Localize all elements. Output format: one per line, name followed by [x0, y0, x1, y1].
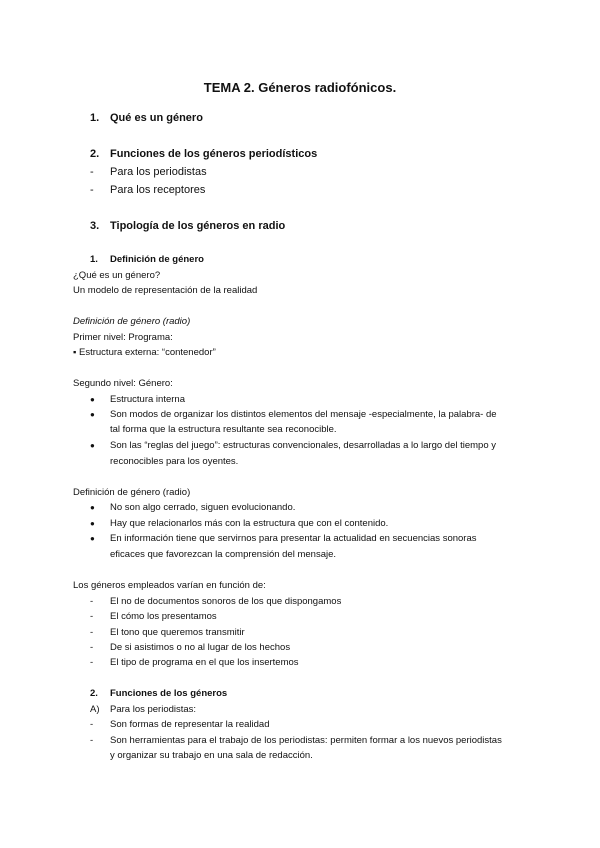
bullet-icon: ● — [90, 410, 95, 419]
dash-marker: - — [90, 627, 94, 638]
bullet-icon: ● — [90, 441, 95, 450]
dash-item — [90, 657, 299, 668]
outline-item-2 — [90, 148, 317, 160]
dash-item-text: De si asistimos o no al lugar de los hechos — [110, 642, 291, 653]
bullet-item — [90, 518, 388, 529]
subheading-italic: Definición de género (radio) — [73, 316, 191, 327]
bullet-icon: ● — [90, 519, 95, 528]
dash-marker: - — [90, 596, 94, 607]
answer-line: Un modelo de representación de la realidad — [73, 285, 258, 296]
bullet-icon: ● — [90, 534, 95, 543]
dash-marker: - — [90, 657, 94, 668]
bullet-item — [90, 533, 477, 544]
outline-item-1 — [90, 112, 203, 124]
outline-number: 1. — [90, 112, 100, 124]
bullet-icon: ● — [90, 503, 95, 512]
dash-item — [90, 735, 502, 746]
bullet-text: Estructura interna — [110, 394, 185, 405]
bullet-text: En información tiene que servirnos para presentar la actualidad en secuencias sonoras — [110, 533, 477, 544]
dash-item-text: El no de documentos sonoros de los que dispongamos — [110, 596, 342, 607]
text-line: ▪ Estructura externa: “contenedor” — [73, 347, 216, 358]
bullet-text: Son modos de organizar los distintos elementos del mensaje -especialmente, la palabra- de — [110, 409, 497, 420]
bullet-continuation: reconocibles para los oyentes. — [110, 456, 239, 467]
bullet-text: Hay que relacionarlos más con la estructura que con el contenido. — [110, 518, 389, 529]
bullet-text: No son algo cerrado, siguen evolucionando. — [110, 502, 296, 513]
section-number: 2. — [90, 688, 98, 699]
dash-item — [90, 596, 341, 607]
letter-marker: A) — [90, 704, 100, 715]
bullet-item — [90, 394, 185, 405]
section-number: 1. — [90, 254, 98, 265]
text-line: Primer nivel: Programa: — [73, 332, 173, 343]
page-title: TEMA 2. Géneros radiofónicos. — [203, 80, 397, 95]
dash-item-text: El tono que queremos transmitir — [110, 627, 245, 638]
outline-text: Funciones de los géneros periodísticos — [110, 148, 318, 160]
bullet-icon: ● — [90, 395, 95, 404]
dash-item-text: El cómo los presentamos — [110, 611, 217, 622]
dash-continuation: y organizar su trabajo en una sala de redacción. — [110, 750, 313, 761]
dash-marker: - — [90, 642, 94, 653]
outline-item-3 — [90, 220, 285, 232]
outline-number: 3. — [90, 220, 100, 232]
bullet-continuation: tal forma que la estructura resultante sea reconocible. — [110, 424, 337, 435]
lettered-item-text: Para los periodistas: — [110, 704, 197, 715]
dash-item — [90, 642, 290, 653]
outline-subitem-text: Para los receptores — [110, 184, 206, 196]
text-line: Segundo nivel: Género: — [73, 378, 173, 389]
dash-item — [90, 611, 217, 622]
section-heading-text: Definición de género — [110, 254, 204, 265]
dash-marker: - — [90, 611, 94, 622]
dash-item-text: Son formas de representar la realidad — [110, 719, 270, 730]
lettered-item — [90, 704, 196, 715]
bullet-item — [90, 409, 497, 420]
subheading: Definición de género (radio) — [73, 487, 191, 498]
outline-text: Qué es un género — [110, 112, 203, 124]
text-line: Los géneros empleados varían en función de: — [73, 580, 266, 591]
dash-marker: - — [90, 719, 94, 730]
question-line: ¿Qué es un género? — [73, 270, 161, 281]
outline-subitem — [90, 166, 207, 178]
outline-text: Tipología de los géneros en radio — [110, 220, 286, 232]
bullet-continuation: eficaces que favorezcan la comprensión del mensaje. — [110, 549, 337, 560]
outline-subitem-text: Para los periodistas — [110, 166, 207, 178]
outline-number: 2. — [90, 148, 100, 160]
dash-marker: - — [90, 184, 94, 196]
section-heading — [90, 688, 227, 699]
section-heading — [90, 254, 204, 265]
bullet-text: Son las “reglas del juego”: estructuras convencionales, desarrolladas a lo largo del tiempo y — [110, 440, 497, 451]
dash-item — [90, 719, 269, 730]
dash-marker: - — [90, 166, 94, 178]
section-heading-text: Funciones de los géneros — [110, 688, 228, 699]
dash-item-text: Son herramientas para el trabajo de los periodistas: permiten formar a los nuevos periodistas — [110, 735, 502, 746]
dash-marker: - — [90, 735, 94, 746]
bullet-item — [90, 440, 496, 451]
outline-subitem — [90, 184, 205, 196]
dash-item-text: El tipo de programa en el que los insertemos — [110, 657, 299, 668]
dash-item — [90, 627, 245, 638]
bullet-item — [90, 502, 295, 513]
